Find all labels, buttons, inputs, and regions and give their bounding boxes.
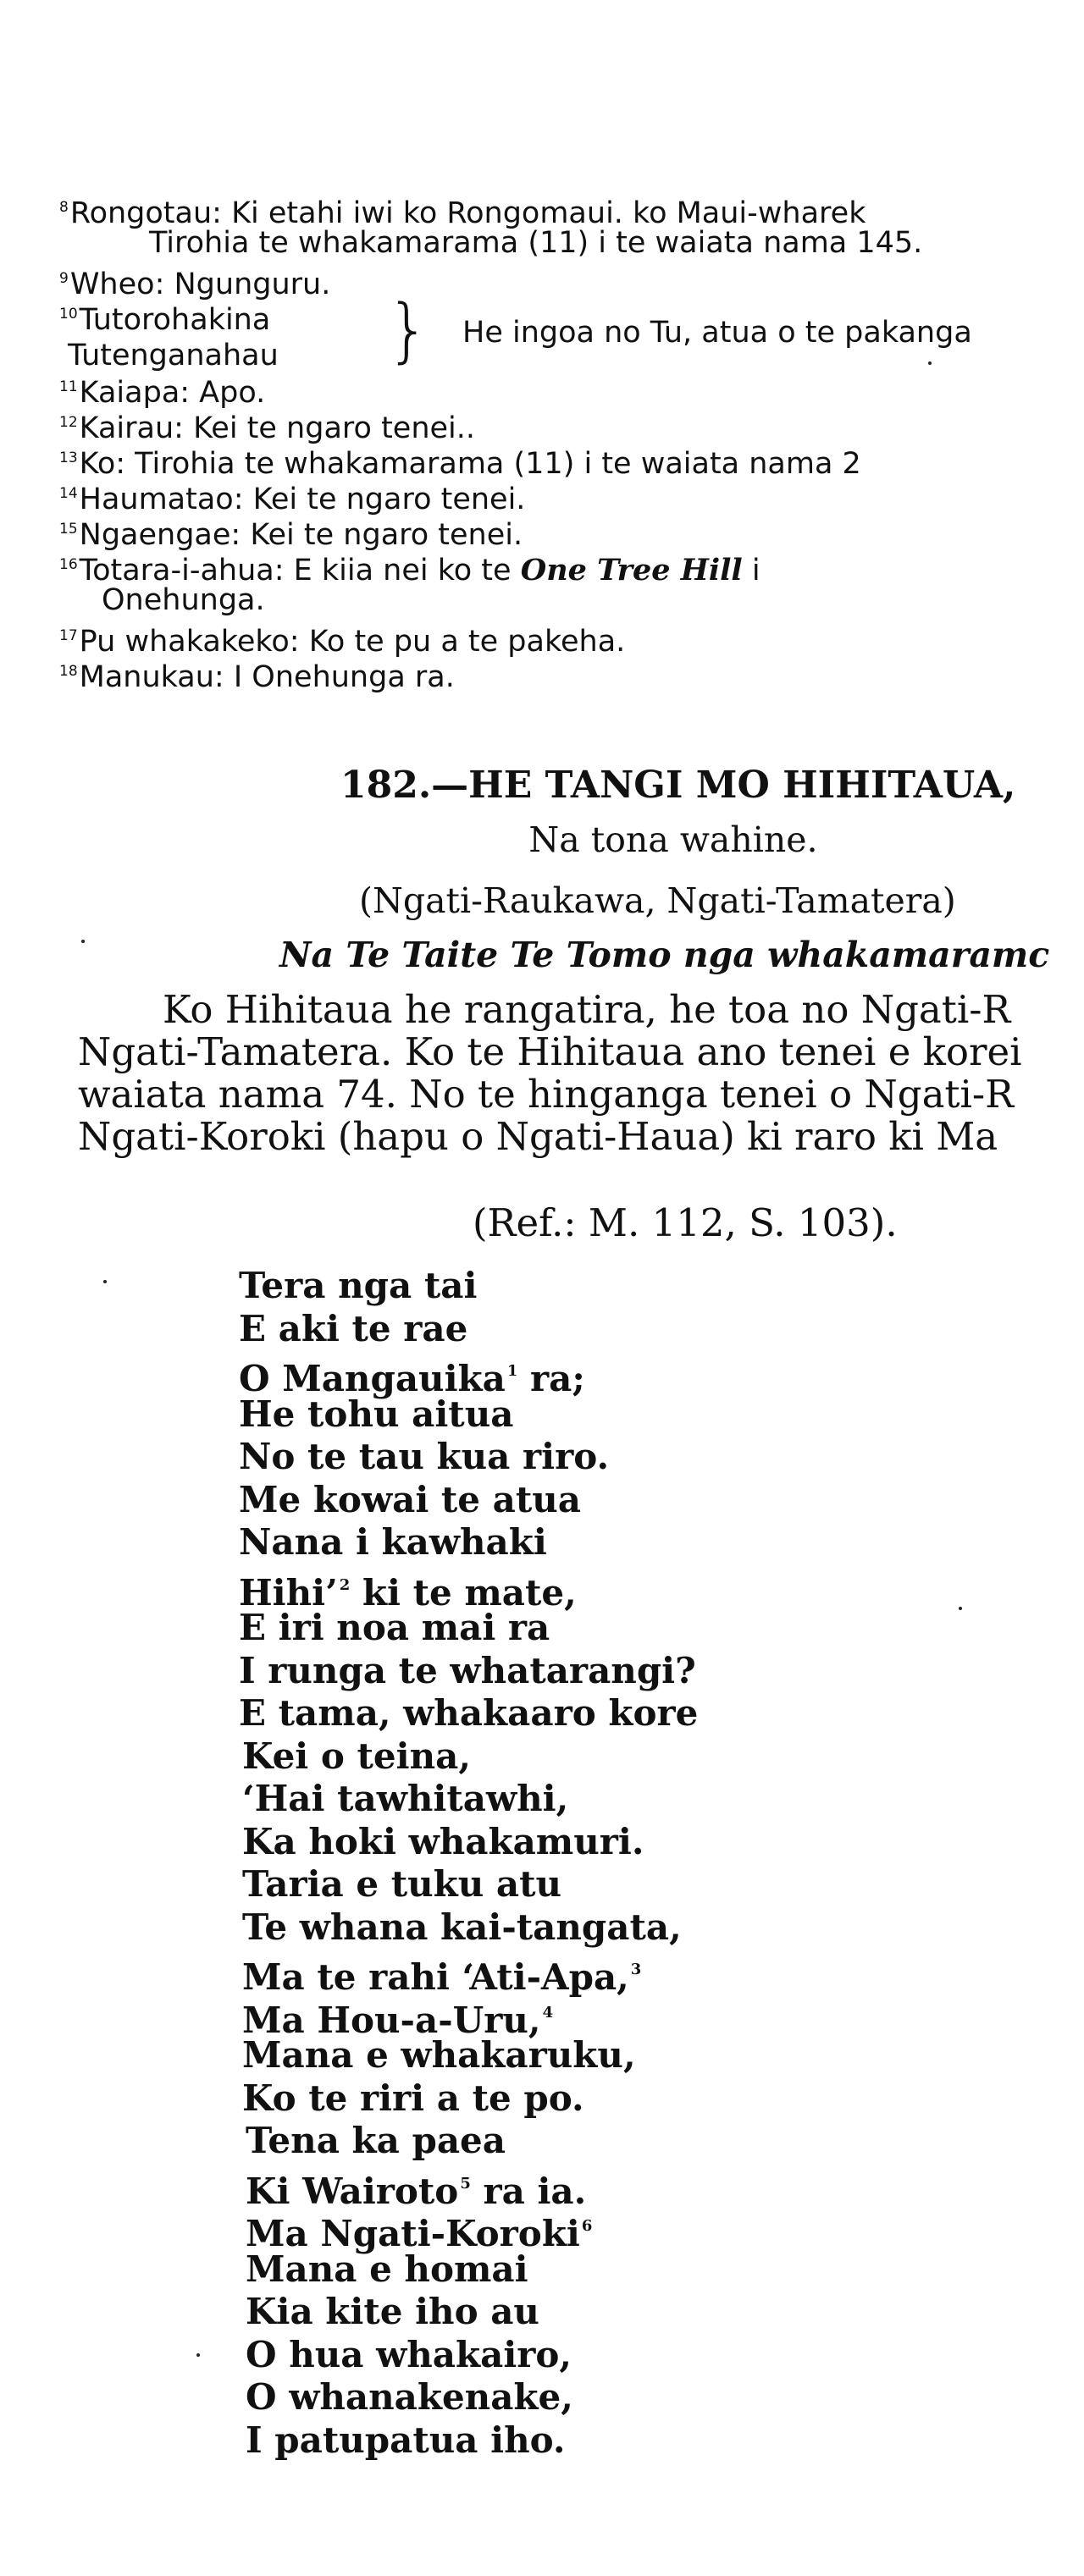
song-attribution: Na Te Taite Te Tomo nga whakamaramc <box>279 935 1050 975</box>
footnote-18 <box>59 654 1084 694</box>
poem-line <box>239 1992 698 2041</box>
footnote-12 <box>59 405 1084 445</box>
poem-line-text: Kei o teina, <box>242 1735 471 1777</box>
footnote-13 <box>59 440 1084 481</box>
poem-line-text: Mana e homai <box>246 2248 528 2290</box>
footnote-11 <box>59 369 1084 410</box>
footnote-14 <box>59 476 1084 516</box>
poem-line <box>239 1949 698 1998</box>
footnote-number: 10 <box>59 306 78 323</box>
footnote-marker: 6 <box>581 2217 593 2235</box>
poem-line <box>239 2334 698 2377</box>
poem-line-text: Me kowai te atua <box>239 1478 582 1520</box>
poem-line <box>239 1393 698 1437</box>
speck <box>103 1280 107 1283</box>
footnote-number: 17 <box>59 627 78 644</box>
poem-line-text: ra; <box>517 1358 585 1399</box>
poem-line-text: O hua whakairo, <box>246 2333 572 2375</box>
footnote-meaning: He ingoa no Tu, atua o te pakanga <box>462 316 972 350</box>
poem-line <box>239 2077 698 2121</box>
speck <box>196 2353 200 2357</box>
poem-line <box>239 1436 698 1479</box>
poem-line-text: No te tau kua riro. <box>239 1436 610 1477</box>
footnote-number: 16 <box>59 556 78 573</box>
footnote-8 <box>59 190 1084 230</box>
intro-paragraph <box>78 989 1084 1158</box>
poem-line-text: ‘Hai tawhitawhi, <box>242 1778 569 1819</box>
reference: (Ref.: M. 112, S. 103). <box>473 1200 898 1245</box>
poem-line-text: Te whana kai-tangata, <box>242 1906 682 1948</box>
footnote-10 <box>59 290 1084 372</box>
poem-line-text: Ma Ngati-Koroki <box>246 2213 580 2254</box>
poem-line-text: He tohu aitua <box>239 1393 514 1435</box>
footnote-text: Kaiapa: Apo. <box>79 376 266 410</box>
footnote-number: 14 <box>59 485 78 502</box>
speck <box>928 361 932 365</box>
poem-line-text: Ko te riri a te po. <box>242 2077 584 2119</box>
song-subtitle: Na tona wahine. <box>528 819 818 860</box>
poem-line <box>239 2248 698 2292</box>
poem-line-text: O whanakenake, <box>246 2376 573 2418</box>
poem-line-text: Ki Wairoto <box>246 2170 459 2212</box>
poem-line <box>239 2163 698 2212</box>
footnote-number: 12 <box>59 414 78 431</box>
footnotes <box>59 190 1084 694</box>
intro-line: Ko Hihitaua he rangatira, he toa no Ngati-R <box>163 987 1011 1032</box>
footnote-number: 13 <box>59 450 78 466</box>
poem-line <box>239 1521 698 1564</box>
song-subtitle-row <box>0 819 1084 860</box>
speck <box>81 940 85 943</box>
poem-line <box>239 2376 698 2419</box>
poem-line <box>239 1607 698 1650</box>
poem-line-text: Ma Hou-a-Uru, <box>242 1999 541 2041</box>
poem-line-text: Hihi’ <box>239 1571 338 1613</box>
poem-line <box>239 1735 698 1779</box>
poem-line <box>239 1265 698 1308</box>
footnote-text: Haumatao: Kei te ngaro tenei. <box>79 483 526 516</box>
poem-line-text: Kia kite iho au <box>246 2291 539 2332</box>
footnote-names <box>59 296 279 373</box>
footnote-9 <box>59 261 1084 301</box>
footnote-number: 18 <box>59 663 78 680</box>
footnote-text: Wheo: Ngunguru. <box>69 268 331 301</box>
poem-line-text: Ma te rahi ‘Ati-Apa, <box>242 1956 629 1998</box>
poem-line <box>239 1821 698 1864</box>
intro-line: waiata nama 74. No te hinganga tenei o Ngati-R <box>78 1072 1014 1117</box>
footnote-name: Tutorohakina <box>79 303 271 337</box>
poem-line <box>239 1778 698 1821</box>
footnote-marker: 4 <box>542 2003 554 2022</box>
poem-line-text: Mana e whakaruku, <box>242 2034 636 2076</box>
poem-line <box>239 1863 698 1906</box>
intro-line: Ngati-Koroki (hapu o Ngati-Haua) ki raro ki Ma <box>78 1114 998 1159</box>
poem-line-text: E tama, whakaaro kore <box>239 1692 699 1734</box>
footnote-text: Manukau: I Onehunga ra. <box>79 660 455 694</box>
footnote-text: Pu whakakeko: Ko te pu a te pakeha. <box>79 625 626 659</box>
poem-line <box>239 2205 698 2254</box>
poem-line-text: Nana i kawhaki <box>239 1521 547 1563</box>
footnote-name: Tutenganahau <box>68 339 279 372</box>
speck <box>959 1607 962 1610</box>
footnote-15 <box>59 511 1084 552</box>
footnote-text: Ko: Tirohia te whakamarama (11) i te waiata nama 2 <box>79 447 861 481</box>
footnote-marker: 3 <box>630 1961 642 1978</box>
poem-line-text: Tera nga tai <box>239 1265 478 1306</box>
poem-line <box>239 1906 698 1950</box>
footnote-number: 11 <box>59 378 78 395</box>
footnote-16-continuation <box>59 582 1084 618</box>
footnote-number: 8 <box>59 199 69 216</box>
poem-line-text: I patupatua iho. <box>246 2419 566 2461</box>
poem-line <box>239 1650 698 1693</box>
footnote-italic-text: One Tree Hill <box>520 553 743 587</box>
footnote-text: Rongotau: Ki etahi iwi ko Rongomaui. ko Maui-wharek <box>69 196 866 230</box>
poem-line-text: ra ia. <box>470 2170 587 2212</box>
poem-line-text: Ka hoki whakamuri. <box>242 1820 644 1862</box>
poem-line <box>239 1692 698 1735</box>
footnote-8-continuation <box>59 225 1084 261</box>
poem-line-text: E aki te rae <box>239 1307 468 1349</box>
poem-line <box>239 2034 698 2077</box>
poem-line <box>239 2291 698 2334</box>
poem-line-text: O Mangauika <box>239 1358 506 1399</box>
footnote-number: 15 <box>59 521 78 538</box>
footnote-text: Onehunga. <box>102 583 265 617</box>
poem-line-text: ki te mate, <box>350 1571 577 1613</box>
poem-line <box>239 1479 698 1522</box>
poem-line <box>239 2120 698 2163</box>
song-tribes: (Ngati-Raukawa, Ngati-Tamatera) <box>359 880 956 921</box>
footnote-number: 9 <box>59 270 69 287</box>
footnote-text: Tirohia te whakamarama (11) i te waiata nama 145. <box>149 226 923 260</box>
footnote-17 <box>59 618 1084 659</box>
poem <box>239 1265 698 2462</box>
brace-symbol: } <box>386 290 431 371</box>
footnote-marker: 5 <box>460 2174 471 2193</box>
poem-line-text: I runga te whatarangi? <box>239 1649 696 1691</box>
poem-line <box>239 2419 698 2463</box>
intro-line: Ngati-Tamatera. Ko te Hihitaua ano tenei e korei <box>78 1029 1022 1074</box>
poem-line-text: Tena ka paea <box>246 2120 506 2161</box>
poem-line <box>239 1564 698 1613</box>
poem-line-text: E iri noa mai ra <box>239 1607 550 1648</box>
poem-line <box>239 1350 698 1399</box>
footnote-text: i <box>742 554 760 587</box>
footnote-text: Kairau: Kei te ngaro tenei.. <box>79 411 476 445</box>
footnote-text: Totara-i-ahua: E kiia nei ko te <box>79 554 521 587</box>
song-title: 182.—HE TANGI MO HIHITAUA, <box>340 764 1016 807</box>
footnote-marker: 2 <box>339 1575 351 1594</box>
footnote-16 <box>59 547 1084 587</box>
poem-line-text: Taria e tuku atu <box>242 1863 562 1905</box>
footnote-text: Ngaengae: Kei te ngaro tenei. <box>79 518 523 552</box>
footnote-marker: 1 <box>506 1362 518 1380</box>
poem-line <box>239 1308 698 1351</box>
